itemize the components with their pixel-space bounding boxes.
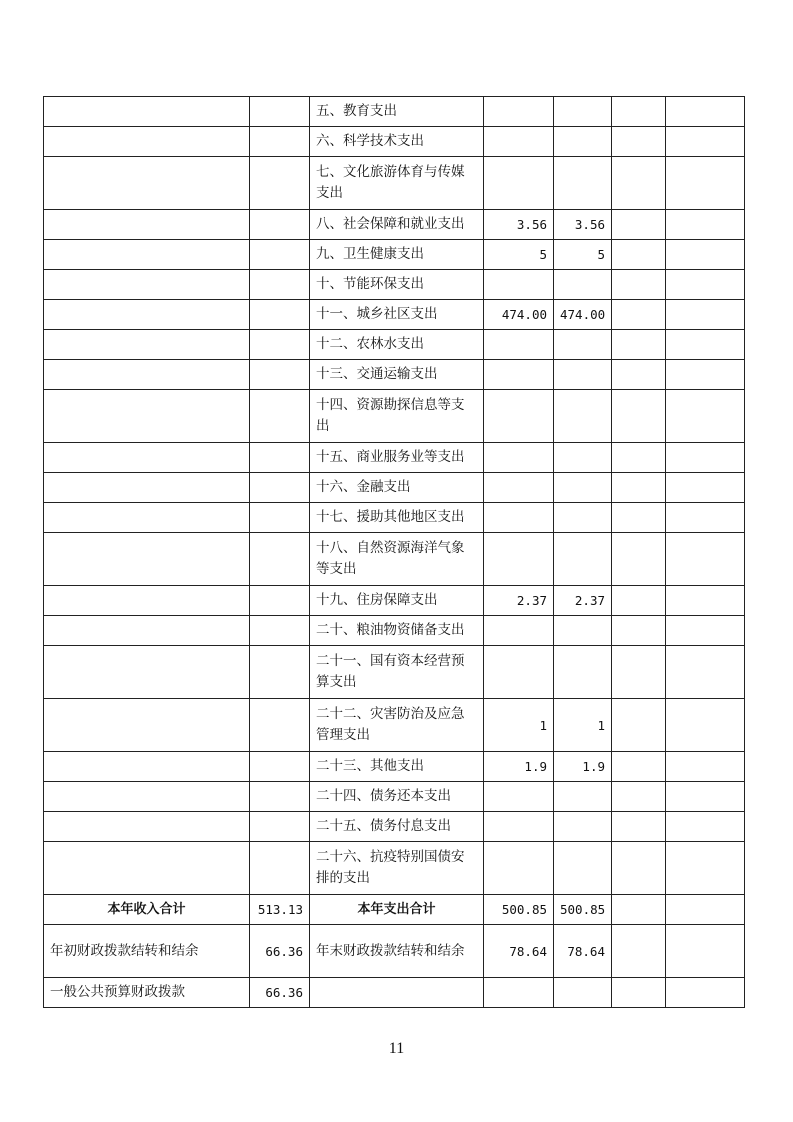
expense-value: 1 [554,699,612,752]
table-row [44,360,745,390]
table-row [44,157,745,210]
table-row [44,390,745,443]
expense-value: 5 [484,240,554,270]
carryover-row [44,925,745,978]
expense-value: 3.56 [554,210,612,240]
expense-item-label: 二十一、国有资本经营预算支出 [310,646,484,699]
expense-item-label: 十七、援助其他地区支出 [310,503,484,533]
table-row [44,646,745,699]
expense-item-label: 二十五、债务付息支出 [310,812,484,842]
begin-carryover-value: 66.36 [250,925,310,978]
end-carryover-value: 78.64 [554,925,612,978]
expense-total-label: 本年支出合计 [310,895,484,925]
expense-value: 3.56 [484,210,554,240]
expense-item-label: 十一、城乡社区支出 [310,300,484,330]
expense-item-label: 二十二、灾害防治及应急管理支出 [310,699,484,752]
table-row [44,752,745,782]
expense-total-value: 500.85 [484,895,554,925]
expense-item-label: 七、文化旅游体育与传媒支出 [310,157,484,210]
expense-item-label: 二十三、其他支出 [310,752,484,782]
expense-value: 5 [554,240,612,270]
general-budget-row [44,978,745,1008]
table-row [44,503,745,533]
begin-carryover-label: 年初财政拨款结转和结余 [44,925,250,978]
expense-item-label: 二十、粮油物资储备支出 [310,616,484,646]
expense-value: 2.37 [554,586,612,616]
expense-item-label: 二十六、抗疫特别国债安排的支出 [310,842,484,895]
table-row [44,270,745,300]
expense-item-label: 八、社会保障和就业支出 [310,210,484,240]
income-total-value: 513.13 [250,895,310,925]
expense-total-value: 500.85 [554,895,612,925]
expense-value: 474.00 [554,300,612,330]
table-row [44,782,745,812]
expense-item-label: 十五、商业服务业等支出 [310,443,484,473]
expense-item-label: 十四、资源勘探信息等支出 [310,390,484,443]
table-row [44,842,745,895]
table-row [44,240,745,270]
expense-item-label: 六、科学技术支出 [310,127,484,157]
expense-value: 2.37 [484,586,554,616]
expense-item-label: 十九、住房保障支出 [310,586,484,616]
general-budget-value: 66.36 [250,978,310,1008]
expense-item-label: 十六、金融支出 [310,473,484,503]
table-row [44,300,745,330]
expense-item-label: 十三、交通运输支出 [310,360,484,390]
expense-item-label: 九、卫生健康支出 [310,240,484,270]
expense-value: 474.00 [484,300,554,330]
table-row [44,812,745,842]
expense-item-label: 十二、农林水支出 [310,330,484,360]
expense-item-label: 十八、自然资源海洋气象等支出 [310,533,484,586]
table-row [44,210,745,240]
page-number: 11 [388,1040,405,1057]
end-carryover-label: 年末财政拨款结转和结余 [310,925,484,978]
expense-item-label: 二十四、债务还本支出 [310,782,484,812]
expense-value: 1.9 [554,752,612,782]
table-row [44,97,745,127]
income-total-label: 本年收入合计 [44,895,250,925]
table-row [44,699,745,752]
table-row [44,443,745,473]
table-row [44,127,745,157]
expense-item-label: 五、教育支出 [310,97,484,127]
table-row [44,473,745,503]
budget-table [43,96,745,1008]
table-row [44,533,745,586]
expense-item-label: 十、节能环保支出 [310,270,484,300]
totals-row [44,895,745,925]
expense-value: 1 [484,699,554,752]
expense-value: 1.9 [484,752,554,782]
table-row [44,616,745,646]
table-row [44,586,745,616]
general-budget-label: 一般公共预算财政拨款 [44,978,250,1008]
table-row [44,330,745,360]
end-carryover-value: 78.64 [484,925,554,978]
